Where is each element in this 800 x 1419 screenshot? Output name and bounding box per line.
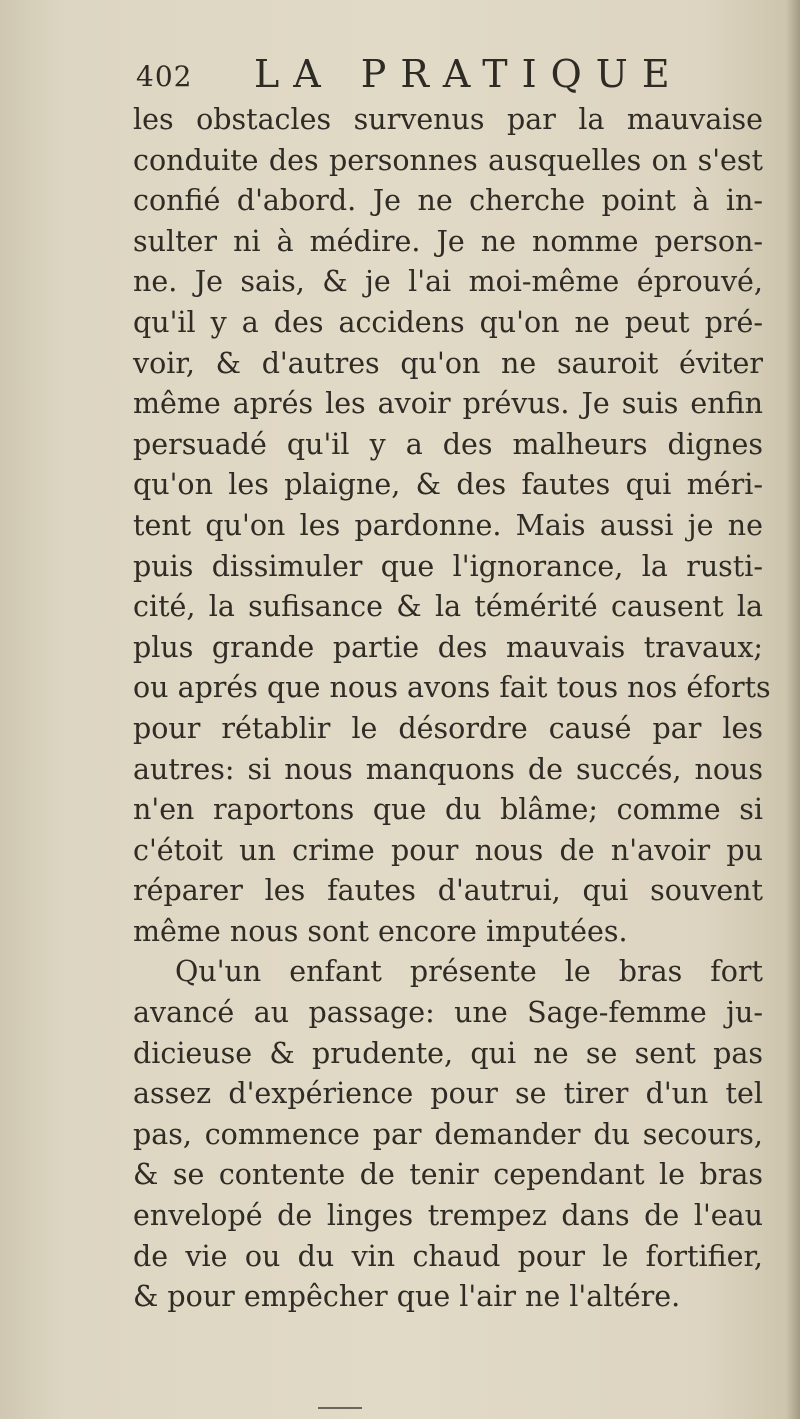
page-edge-shadow xyxy=(786,0,800,1419)
text-line: ou aprés que nous avons fait tous nos éforts xyxy=(133,671,771,705)
text-line: envelopé de linges trempez dans de l'eau xyxy=(133,1199,763,1233)
text-line: pas, commence par demander du secours, xyxy=(133,1117,763,1151)
text-line: & pour empêcher que l'air ne l'altére. xyxy=(133,1280,681,1314)
body-text xyxy=(133,100,771,1318)
text-line: n'en raportons que du blâme; comme si xyxy=(133,793,763,827)
paragraph-1 xyxy=(133,100,771,952)
text-line: qu'il y a des accidens qu'on ne peut pré- xyxy=(133,305,763,339)
text-line: c'étoit un crime pour nous de n'avoir pu xyxy=(133,833,763,867)
text-line: réparer les fautes d'autrui, qui souvent xyxy=(133,874,763,908)
text-line: pour rétablir le désordre causé par les xyxy=(133,711,763,745)
text-line: cité, la sufisance & la témérité causent la xyxy=(133,590,763,624)
paragraph-2 xyxy=(133,952,763,1317)
text-line: Qu'un enfant présente le bras fort xyxy=(175,955,763,989)
text-line: sulter ni à médire. Je ne nomme person- xyxy=(133,224,763,258)
text-line: & se contente de tenir cependant le bras xyxy=(133,1158,763,1192)
text-line: de vie ou du vin chaud pour le fortifier, xyxy=(133,1239,763,1273)
text-line: plus grande partie des mauvais travaux; xyxy=(133,630,763,664)
page-number: 402 xyxy=(136,60,193,93)
text-line: conduite des personnes ausquelles on s'est xyxy=(133,143,763,177)
text-line: qu'on les plaigne, & des fautes qui méri- xyxy=(133,468,763,502)
text-line: tent qu'on les pardonne. Mais aussi je ne xyxy=(133,508,763,542)
text-line: autres: si nous manquons de succés, nous xyxy=(133,752,763,786)
text-line: même aprés les avoir prévus. Je suis enfin xyxy=(133,387,763,421)
text-line: ne. Je sais, & je l'ai moi-même éprouvé, xyxy=(133,265,763,299)
running-title: LA PRATIQUE xyxy=(254,52,684,96)
page-header xyxy=(136,52,756,102)
text-line: persuadé qu'il y a des malheurs dignes xyxy=(133,427,763,461)
text-line: voir, & d'autres qu'on ne sauroit éviter xyxy=(133,346,763,380)
text-line: avancé au passage: une Sage-femme ju- xyxy=(133,996,763,1030)
text-line: les obstacles survenus par la mauvaise xyxy=(133,103,763,136)
footer-rule xyxy=(318,1407,362,1409)
text-line: confié d'abord. Je ne cherche point à in- xyxy=(133,184,763,218)
text-line: assez d'expérience pour se tirer d'un tel xyxy=(133,1077,763,1111)
text-line: même nous sont encore imputées. xyxy=(133,914,628,948)
text-line: puis dissimuler que l'ignorance, la rusti- xyxy=(133,549,763,583)
text-line: dicieuse & prudente, qui ne se sent pas xyxy=(133,1036,763,1070)
